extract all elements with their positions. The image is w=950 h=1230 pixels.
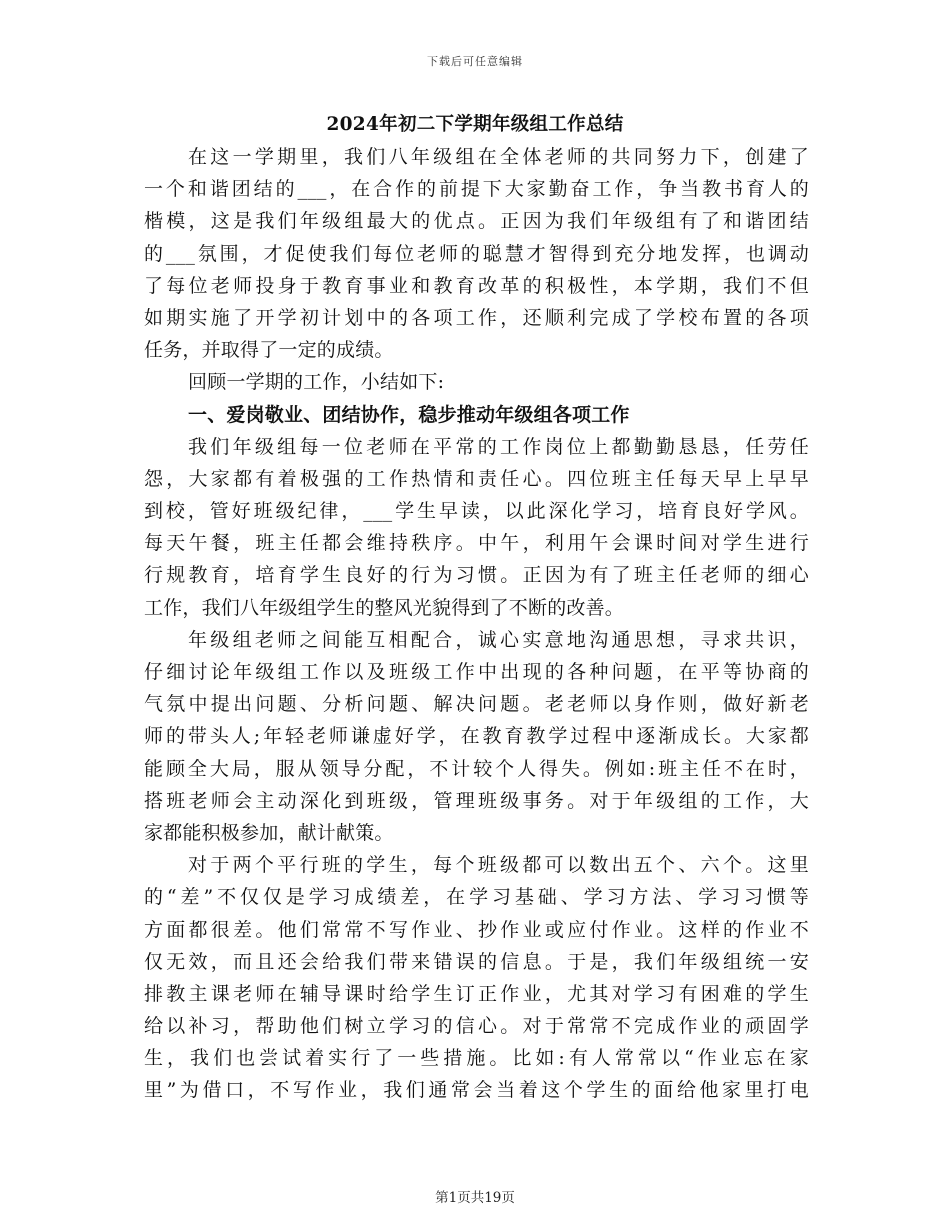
body-line: 气氛中提出问题、分析问题、解决问题。老老师以身作则，做好新老 — [144, 693, 809, 716]
body-line: 给以补习，帮助他们树立学习的信心。对于常常不完成作业的顽固学 — [144, 1015, 809, 1038]
body-line: 怨，大家都有着极强的工作热情和责任心。四位班主任每天早上早早 — [144, 467, 809, 490]
body-line: 行规教育，培育学生良好的行为习惯。正因为有了班主任老师的细心 — [144, 564, 809, 587]
body-line: 一个和谐团结的___，在合作的前提下大家勤奋工作，争当教书育人的 — [144, 178, 809, 201]
document-title: 2024年初二下学期年级组工作总结 — [326, 114, 624, 135]
body-line: 仔细讨论年级组工作以及班级工作中出现的各种问题，在平等协商的 — [144, 661, 809, 683]
document-body — [144, 141, 809, 1107]
body-line: 排教主课老师在辅导课时给学生订正作业，尤其对学习有困难的学生 — [144, 982, 809, 1005]
body-line: 如期实施了开学初计划中的各项工作，还顺利完成了学校布置的各项 — [144, 306, 809, 329]
body-line: 生，我们也尝试着实行了一些措施。比如:有人常常以“作业忘在家 — [144, 1047, 809, 1070]
body-line: 里”为借口，不写作业，我们通常会当着这个学生的面给他家里打电 — [144, 1079, 809, 1102]
body-line: 对于两个平行班的学生，每个班级都可以数出五个、六个。这里 — [188, 854, 809, 877]
body-line: 仅无效，而且还会给我们带来错误的信息。于是，我们年级组统一安 — [144, 950, 809, 973]
body-line: 到校，管好班级纪律，___学生早读，以此深化学习，培育良好学风。 — [144, 500, 809, 523]
section-heading: 一、爱岗敬业、团结协作，稳步推动年级组各项工作 — [188, 403, 630, 426]
body-line: 在这一学期里，我们八年级组在全体老师的共同努力下，创建了 — [188, 146, 809, 168]
body-line: 方面都很差。他们常常不写作业、抄作业或应付作业。这样的作业不 — [144, 918, 809, 941]
body-line: 搭班老师会主动深化到班级，管理班级事务。对于年级组的工作，大 — [144, 789, 809, 812]
body-line: 了每位老师投身于教育事业和教育改革的积极性，本学期，我们不但 — [144, 274, 809, 297]
body-line: 楷模，这是我们年级组最大的优点。正因为我们年级组有了和谐团结 — [144, 210, 809, 233]
body-line: 的___氛围，才促使我们每位老师的聪慧才智得到充分地发挥，也调动 — [144, 242, 809, 265]
body-line: 师的带头人;年轻老师谦虚好学，在教育教学过程中逐渐成长。大家都 — [144, 725, 809, 748]
body-line: 的“差”不仅仅是学习成绩差，在学习基础、学习方法、学习习惯等 — [144, 886, 809, 909]
body-line: 我们年级组每一位老师在平常的工作岗位上都勤勤恳恳，任劳任 — [188, 435, 809, 458]
body-line: 每天午餐，班主任都会维持秩序。中午，利用午会课时间对学生进行 — [144, 532, 809, 555]
body-line: 回顾一学期的工作，小结如下: — [188, 371, 445, 394]
body-line: 工作，我们八年级组学生的整风光貌得到了不断的改善。 — [144, 596, 625, 619]
body-line: 能顾全大局，服从领导分配，不计较个人得失。例如:班主任不在时， — [144, 757, 809, 780]
page-footer: 第1页共19页 — [435, 1190, 515, 1206]
body-line: 年级组老师之间能互相配合，诚心实意地沟通思想，寻求共识， — [188, 628, 809, 651]
page-header: 下载后可任意编辑 — [427, 55, 523, 68]
body-line: 任务，并取得了一定的成绩。 — [144, 339, 394, 362]
body-line: 家都能积极参加，献计献策。 — [144, 821, 394, 844]
